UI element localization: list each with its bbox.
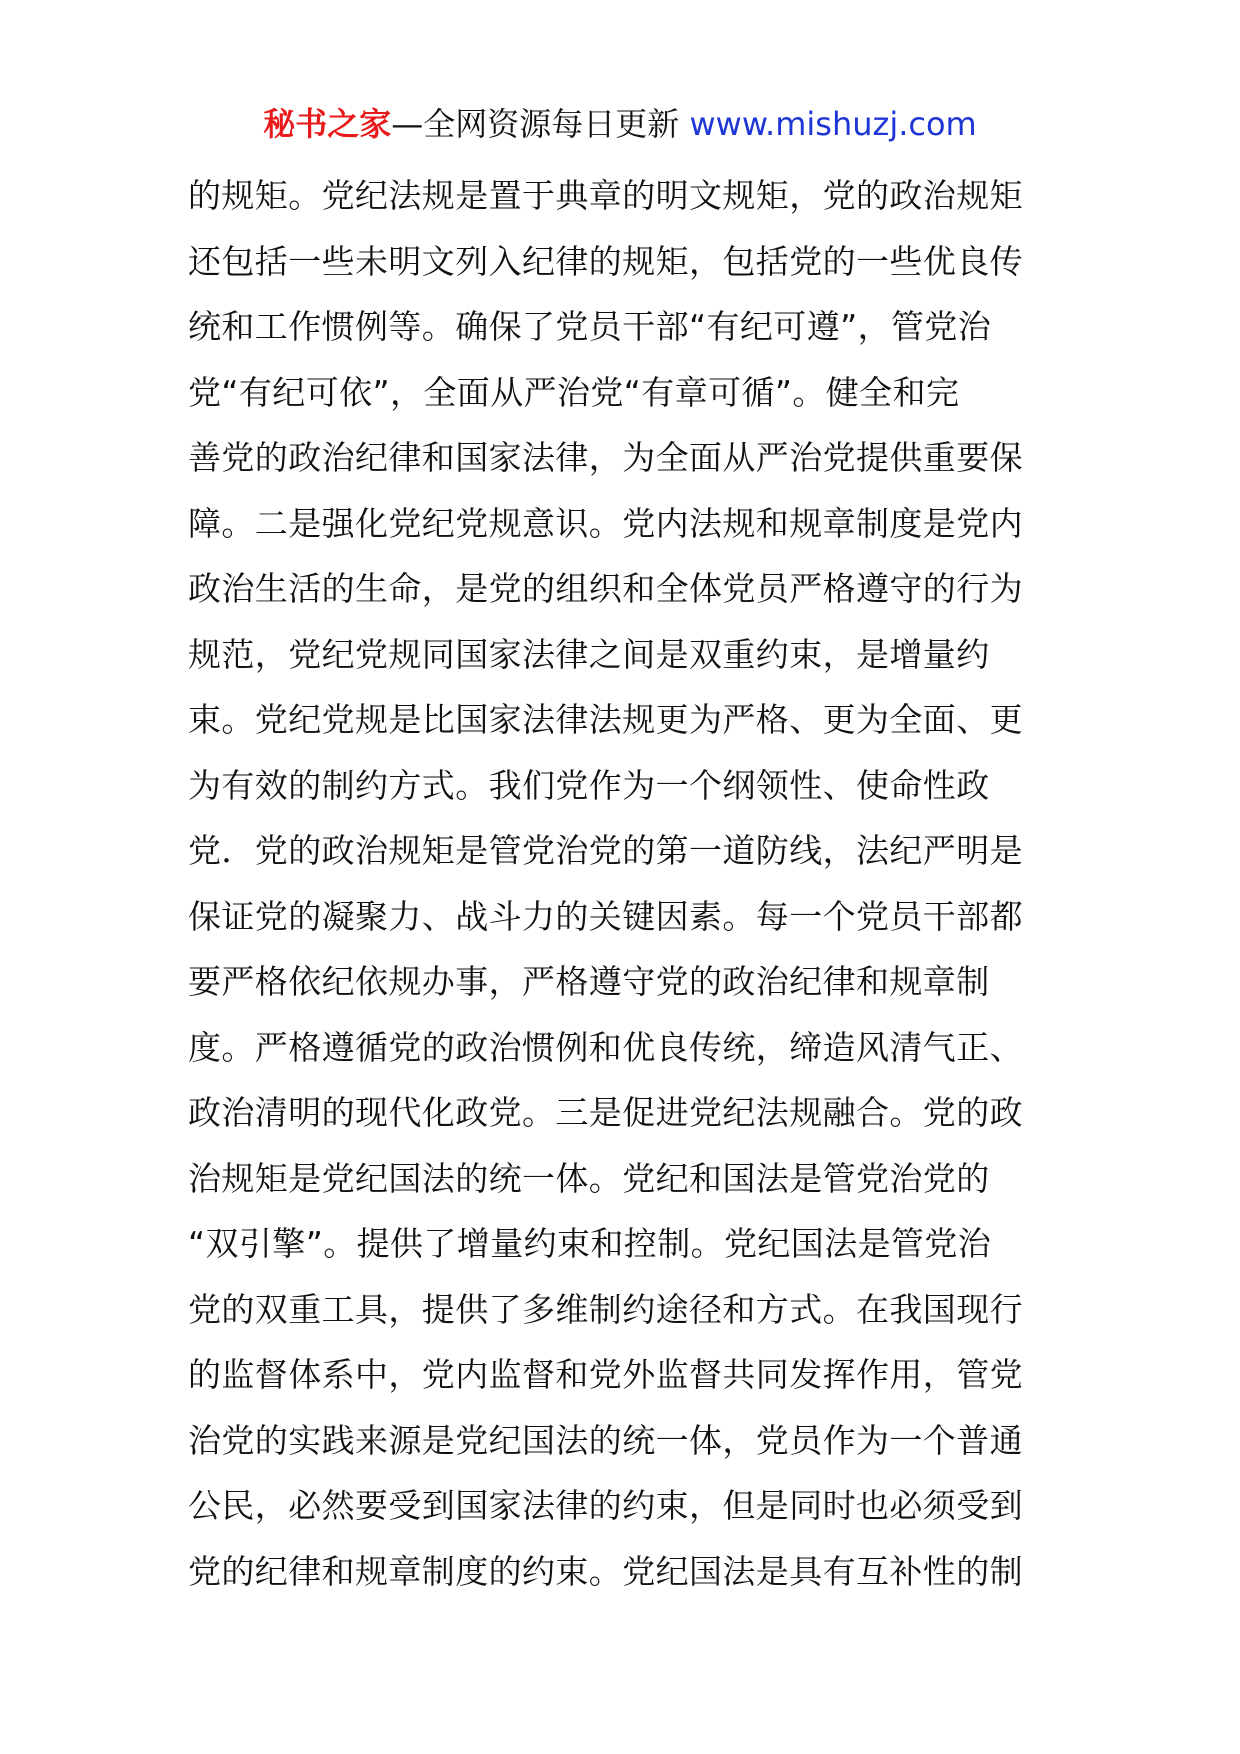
text-line: 为有效的制约方式。我们党作为一个纲领性、使命性政 [188, 765, 990, 805]
text-line: 规范，党纪党规同国家法律之间是双重约束，是增量约 [188, 634, 990, 674]
brand-name: 秘书之家 [263, 105, 392, 143]
text-line: 的规矩。党纪法规是置于典章的明文规矩，党的政治规矩 [188, 176, 1023, 215]
text-line: 党的纪律和规章制度的约束。党纪国法是具有互补性的制 [188, 1551, 1023, 1591]
text-line: 善党的政治纪律和国家法律，为全面从严治党提供重要保 [188, 438, 1023, 477]
text-line: 度。严格遵循党的政治惯例和优良传统，缔造风清气正、 [188, 1027, 1023, 1067]
text-line: 治党的实践来源是党纪国法的统一体，党员作为一个普通 [188, 1420, 1023, 1460]
text-line: 障。二是强化党纪党规意识。党内法规和规章制度是党内 [188, 503, 1023, 543]
text-line: 治规矩是党纪国法的统一体。党纪和国法是管党治党的 [188, 1158, 990, 1198]
text-line: 统和工作惯例等。确保了党员干部“有纪可遵”，管党治 [188, 307, 992, 346]
text-line: 还包括一些未明文列入纪律的规矩，包括党的一些优良传 [188, 241, 1023, 281]
text-line: 要严格依纪依规办事，严格遵守党的政治纪律和规章制 [188, 962, 990, 1001]
text-line: 党“有纪可依”，全面从严治党“有章可循”。健全和完 [188, 372, 960, 412]
text-line: “双引擎”。提供了增量约束和控制。党纪国法是管党治 [188, 1224, 992, 1263]
text-line: 政治生活的生命，是党的组织和全体党员严格遵守的行为 [188, 569, 1023, 608]
text-line: 公民，必然要受到国家法律的约束，但是同时也必须受到 [188, 1486, 1023, 1525]
text-line: 的监督体系中，党内监督和党外监督共同发挥作用，管党 [188, 1355, 1023, 1394]
text-line: 党．党的政治规矩是管党治党的第一道防线，法纪严明是 [188, 831, 1023, 870]
text-line: 政治清明的现代化政党。三是促进党纪法规融合。党的政 [188, 1093, 1023, 1132]
page-header [0, 100, 1240, 148]
website-url[interactable]: www.mishuzj.com [689, 105, 977, 143]
text-line: 保证党的凝聚力、战斗力的关键因素。每一个党员干部都 [188, 896, 1023, 936]
header-tagline: —全网资源每日更新 [391, 105, 680, 143]
text-line: 束。党纪党规是比国家法律法规更为严格、更为全面、更 [188, 700, 1023, 739]
document-body [188, 163, 1068, 1604]
text-line: 党的双重工具，提供了多维制约途径和方式。在我国现行 [188, 1289, 1023, 1329]
